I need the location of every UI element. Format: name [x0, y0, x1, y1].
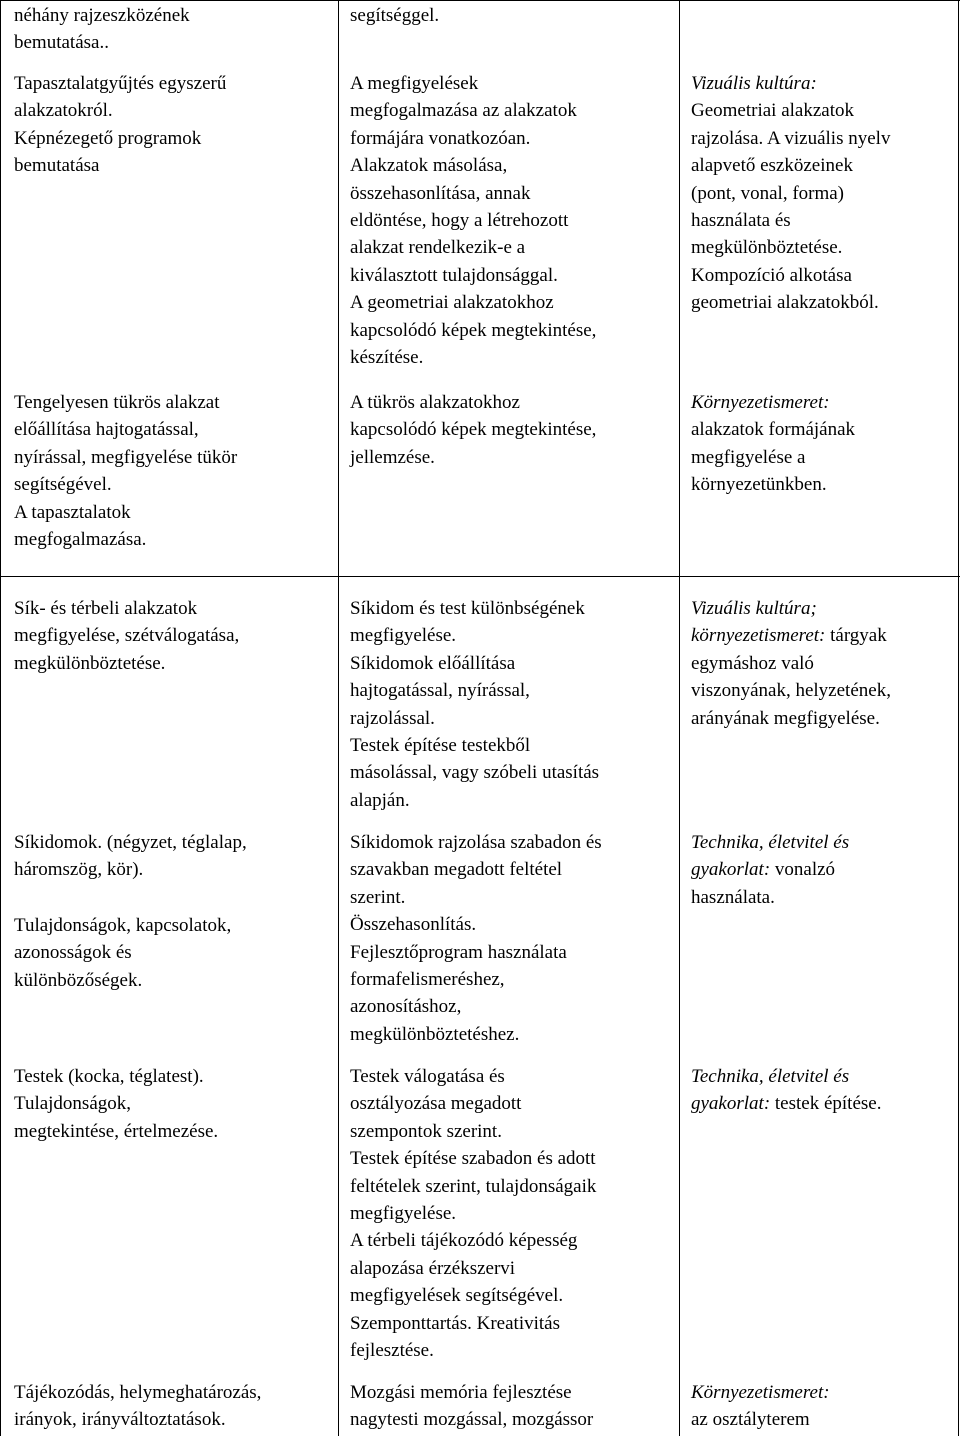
cell-line: formájára vonatkozóan.: [350, 127, 531, 149]
table-cell: [14, 912, 231, 994]
cell-line: azonosításhoz,: [350, 996, 462, 1018]
cell-line: bemutatása: [14, 155, 100, 177]
table-cell: [350, 829, 602, 1048]
cell-line: alakzatok formájának: [691, 419, 856, 441]
cell-line: tárgyak: [830, 625, 887, 647]
column-divider-2: [679, 0, 680, 1436]
cell-line: Mozgási memória fejlesztése: [350, 1382, 572, 1403]
cell-line: az osztályterem: [691, 1409, 810, 1431]
cell-line: háromszög, kör).: [14, 859, 144, 881]
table-cell: [350, 70, 596, 371]
cell-line: A térbeli tájékozódó képesség: [350, 1230, 578, 1252]
cell-line: rajzolással.: [350, 707, 435, 729]
table-cell: [14, 389, 237, 553]
cell-line: alakzat rendelkezik-e a: [350, 237, 526, 259]
cell-line: megfigyelések segítségével.: [350, 1285, 564, 1307]
cell-line: megfigyelése.: [350, 625, 457, 647]
cell-line: alapján.: [350, 789, 410, 811]
cell-line: megkülönböztetése.: [691, 237, 843, 259]
cell-line: nagytesti mozgással, mozgássor: [350, 1409, 594, 1431]
subject-label: Környezetismeret:: [691, 1382, 830, 1403]
cell-line: alapvető eszközeinek: [691, 155, 853, 177]
cell-line: azonosságok és: [14, 942, 132, 964]
cell-line: Szemponttartás. Kreativitás: [350, 1312, 560, 1334]
cell-line: alapozása érzékszervi: [350, 1257, 516, 1279]
cell-line: megfogalmazása az alakzatok: [350, 100, 577, 122]
cell-line: Testek (kocka, téglatest).: [14, 1066, 204, 1087]
cell-line: egymáshoz való: [691, 652, 814, 674]
cell-line: hajtogatással, nyírással,: [350, 680, 530, 702]
cell-line: megkülönböztetéshez.: [350, 1023, 520, 1045]
cell-line: A geometriai alakzatokhoz: [350, 292, 554, 314]
cell-line: A tapasztalatok: [14, 501, 131, 523]
cell-line: geometriai alakzatokból.: [691, 292, 879, 314]
cell-line: Tengelyesen tükrös alakzat: [14, 392, 220, 413]
cell-line: szerint.: [350, 886, 406, 908]
cell-line: Tájékozódás, helymeghatározás,: [14, 1382, 262, 1403]
cell-line: kiválasztott tulajdonsággal.: [350, 264, 558, 286]
cell-line: megfigyelése a: [691, 446, 806, 468]
cell-line: testek építése.: [774, 1093, 882, 1115]
cell-line: megtekintése, értelmezése.: [14, 1120, 219, 1142]
subject-label: környezetismeret:: [691, 625, 826, 647]
cell-line: összehasonlítása, annak: [350, 182, 531, 204]
cell-line: néhány rajzeszközének: [14, 5, 190, 26]
cell-line: megfogalmazása.: [14, 529, 147, 551]
cell-line: alakzatokról.: [14, 100, 113, 122]
cell-line: viszonyának, helyzetének,: [691, 680, 891, 702]
table-border-right: [958, 0, 959, 1436]
cell-line: megkülönböztetése.: [14, 652, 166, 674]
cell-line: Képnézegető programok: [14, 127, 202, 149]
table-cell: [350, 1379, 593, 1434]
table-cell: [691, 1063, 881, 1118]
cell-line: segítséggel.: [350, 5, 440, 26]
table-border-left: [0, 0, 1, 1436]
table-cell: [691, 829, 849, 911]
cell-line: eldöntése, hogy a létrehozott: [350, 210, 569, 232]
cell-line: Síkidom és test különbségének: [350, 598, 585, 619]
cell-line: Testek építése testekből: [350, 735, 531, 757]
cell-line: megfigyelése, szétválogatása,: [14, 625, 240, 647]
cell-line: Tulajdonságok,: [14, 1093, 132, 1115]
subject-label: gyakorlat:: [691, 859, 771, 881]
cell-line: vonalzó: [774, 859, 836, 881]
cell-line: irányok, irányváltoztatások.: [14, 1409, 226, 1431]
cell-line: Kompozíció alkotása: [691, 264, 852, 286]
row-border-top: [0, 0, 960, 1]
cell-line: arányának megfigyelése.: [691, 707, 880, 729]
table-cell: [350, 2, 439, 29]
cell-line: jellemzése.: [350, 446, 435, 468]
cell-line: környezetünkben.: [691, 474, 827, 496]
cell-line: megfigyelése.: [350, 1203, 457, 1225]
cell-line: szempontok szerint.: [350, 1120, 502, 1142]
table-cell: [14, 1379, 261, 1434]
cell-line: formafelismeréshez,: [350, 969, 505, 991]
row-border: [0, 576, 960, 577]
cell-line: szavakban megadott feltétel: [350, 859, 563, 881]
cell-line: előállítása hajtogatással,: [14, 419, 199, 441]
cell-line: Síkidomok előállítása: [350, 652, 516, 674]
cell-line: készítése.: [350, 347, 424, 369]
table-cell: [350, 1063, 596, 1364]
cell-line: Összehasonlítás.: [350, 914, 477, 936]
cell-line: segítségével.: [14, 474, 112, 496]
cell-line: Síkidomok rajzolása szabadon és: [350, 832, 602, 853]
table-cell: [14, 829, 247, 884]
cell-line: Testek válogatása és: [350, 1066, 505, 1087]
cell-line: Geometriai alakzatok: [691, 100, 855, 122]
table-cell: [350, 389, 596, 471]
cell-line: Tulajdonságok, kapcsolatok,: [14, 915, 232, 936]
cell-line: másolással, vagy szóbeli utasítás: [350, 762, 600, 784]
cell-line: A tükrös alakzatokhoz: [350, 392, 520, 413]
table-cell: [691, 595, 891, 732]
cell-line: Fejlesztőprogram használata: [350, 941, 567, 963]
cell-line: osztályozása megadott: [350, 1093, 522, 1115]
cell-line: használata és: [691, 210, 791, 232]
table-cell: [691, 1379, 830, 1434]
column-divider-1: [338, 0, 339, 1436]
cell-line: feltételek szerint, tulajdonságaik: [350, 1175, 597, 1197]
table-cell: [14, 2, 190, 57]
cell-line: Testek építése szabadon és adott: [350, 1148, 596, 1170]
cell-line: (pont, vonal, forma): [691, 182, 845, 204]
subject-label: Vizuális kultúra:: [691, 73, 817, 94]
table-cell: [14, 595, 239, 677]
cell-line: Tapasztalatgyűjtés egyszerű: [14, 73, 227, 94]
cell-line: használata.: [691, 886, 775, 908]
cell-line: Sík- és térbeli alakzatok: [14, 598, 198, 619]
cell-line: kapcsolódó képek megtekintése,: [350, 319, 597, 341]
cell-line: A megfigyelések: [350, 73, 479, 94]
subject-label: Vizuális kultúra;: [691, 598, 817, 619]
cell-line: kapcsolódó képek megtekintése,: [350, 419, 597, 441]
cell-line: bemutatása..: [14, 32, 109, 54]
table-cell: [14, 1063, 218, 1145]
table-cell: [14, 70, 226, 180]
subject-label: Környezetismeret:: [691, 392, 830, 413]
cell-line: rajzolása. A vizuális nyelv: [691, 127, 891, 149]
table-cell: [691, 70, 890, 317]
table-cell: [691, 389, 855, 499]
cell-line: fejlesztése.: [350, 1340, 434, 1362]
subject-label: gyakorlat:: [691, 1093, 771, 1115]
subject-label: Technika, életvitel és: [691, 1066, 850, 1087]
cell-line: Síkidomok. (négyzet, téglalap,: [14, 832, 247, 853]
cell-line: Alakzatok másolása,: [350, 155, 508, 177]
subject-label: Technika, életvitel és: [691, 832, 850, 853]
cell-line: különbözőségek.: [14, 969, 143, 991]
table-cell: [350, 595, 599, 814]
cell-line: nyírással, megfigyelése tükör: [14, 446, 238, 468]
